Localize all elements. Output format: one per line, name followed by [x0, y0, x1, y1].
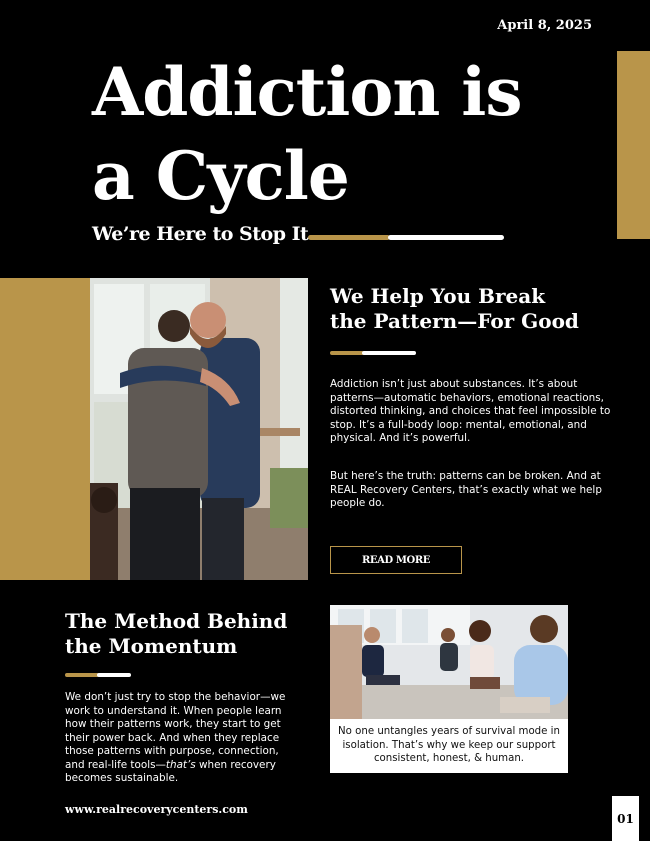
hero-divider-white [388, 235, 504, 240]
photo-support-group [330, 605, 568, 719]
hero-divider-gold [308, 235, 390, 240]
hero-subtitle: We’re Here to Stop It [92, 223, 309, 245]
hero-title-line-2: a Cycle [92, 137, 349, 215]
section2-divider-white [97, 673, 131, 677]
section2-heading-line-2: the Momentum [65, 634, 238, 658]
section2-heading-line-1: The Method Behind [65, 609, 288, 633]
section1-divider-white [362, 351, 416, 355]
page-number: 01 [612, 796, 639, 841]
two-men-hugging-photo-icon [90, 278, 308, 580]
section1-heading-line-1: We Help You Break [330, 284, 546, 308]
section1-paragraph-1: Addiction isn’t just about substances. It’s about patterns—automatic behaviors, emotional reactions, distorted thinking, and choices that feel impossible to stop. It’s a full-body loop: mental, emotional, and physical. And it’s powerful. [330, 378, 611, 444]
hero-title [92, 50, 612, 218]
section2-divider-gold [65, 673, 99, 677]
gold-accent-block-left [0, 278, 90, 580]
hero-title-line-1: Addiction is [92, 53, 522, 131]
support-group-circle-photo-icon [330, 605, 568, 719]
section2-paragraph-text-end: when recovery becomes sustainable. [65, 758, 276, 784]
section1-divider-gold [330, 351, 364, 355]
gold-accent-bar-right [617, 51, 650, 239]
section1-paragraph-2: But here’s the truth: patterns can be broken. And at REAL Recovery Centers, that’s exactly what we help people do. [330, 470, 602, 509]
website-url[interactable]: www.realrecoverycenters.com [65, 803, 248, 816]
read-more-button[interactable]: READ MORE [330, 546, 462, 574]
issue-date: April 8, 2025 [497, 18, 592, 33]
section1-heading [330, 284, 630, 334]
section2-paragraph-text: We don’t just try to stop the behavior—we work to understand it. When people learn how their patterns work, they start to get their power back. And when they replace those patterns with purpose, connection, and real-life tools— [65, 691, 286, 771]
section2-heading [65, 609, 325, 659]
photo-men-hugging [90, 278, 308, 580]
section1-heading-line-2: the Pattern—For Good [330, 309, 579, 333]
section2-paragraph [65, 691, 290, 786]
section2-paragraph-emphasis: that’s [165, 758, 196, 771]
photo-caption: No one untangles years of survival mode in isolation. That’s why we keep our support consistent, honest, & human. [330, 719, 568, 773]
